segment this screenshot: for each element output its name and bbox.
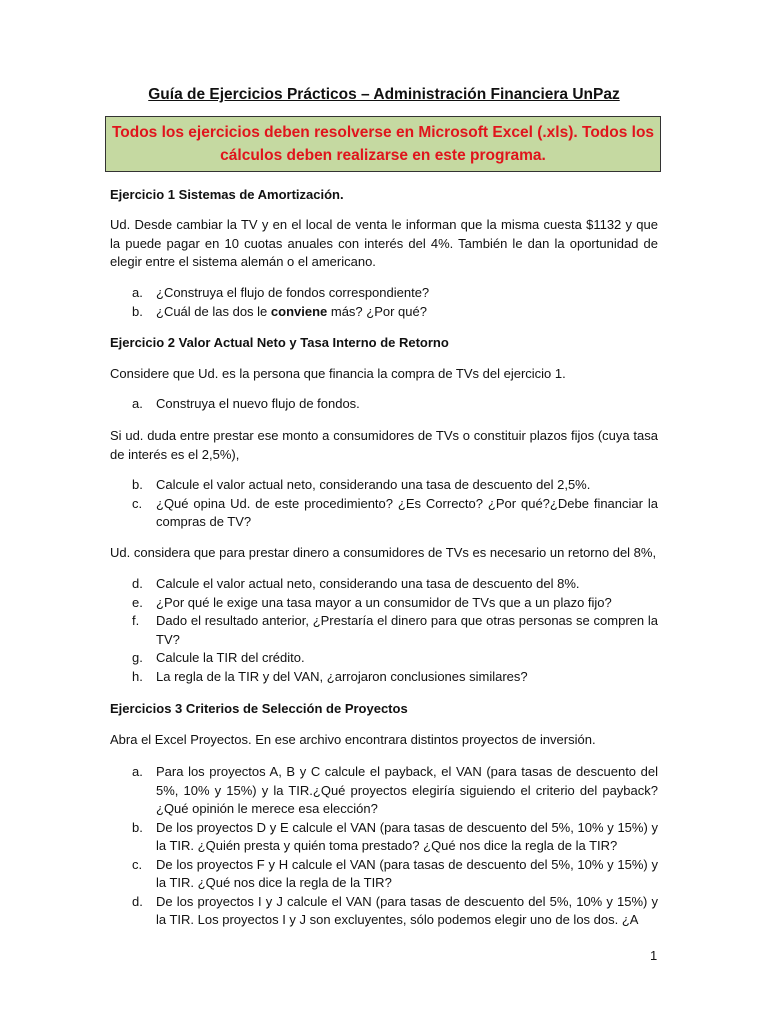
item-text: Para los proyectos A, B y C calcule el payback, el VAN (para tasas de descuento del 5%, 10% y 15%) y la TIR.¿Qué proyectos elegiría siguiendo el criterio del payback? ¿Qué opinión le merece esa elección? bbox=[156, 764, 658, 816]
item-text-bold: conviene bbox=[270, 303, 328, 319]
exercise-1-text: Ud. Desde cambiar la TV y en el local de venta le informan que la misma cuesta $1132 y que la puede pagar en 10 cuotas anuales con interés del 4%. También le dan la oportunidad de elegir entre el sistema alemán o el americano. bbox=[110, 217, 658, 269]
item-text: ¿Construya el flujo de fondos correspondiente? bbox=[156, 285, 430, 300]
item-text: ¿Por qué le exige una tasa mayor a un consumidor de TVs que a un plazo fijo? bbox=[156, 594, 612, 610]
excel-notice-box: Todos los ejercicios deben resolverse en Microsoft Excel (.xls). Todos los cálculos deben realizarse en este programa. bbox=[105, 116, 661, 172]
list-item bbox=[110, 395, 658, 414]
list-item bbox=[110, 594, 658, 613]
list-marker: b. bbox=[132, 477, 143, 492]
page-number: 1 bbox=[650, 948, 658, 963]
exercise-2-intro: Considere que Ud. es la persona que financia la compra de TVs del ejercicio 1. bbox=[110, 366, 566, 381]
list-marker: d. bbox=[132, 576, 143, 591]
exercise-2-list-b bbox=[110, 476, 658, 532]
item-text: Calcule el valor actual neto, considerando una tasa de descuento del 2,5%. bbox=[156, 477, 591, 492]
list-marker: e. bbox=[132, 594, 143, 610]
list-marker: f. bbox=[132, 613, 140, 628]
exercise-2-list-c bbox=[110, 575, 658, 686]
list-item bbox=[110, 668, 658, 687]
item-text: Dado el resultado anterior, ¿Prestaría el dinero para que otras personas se compren la TV? bbox=[156, 613, 658, 647]
item-text: De los proyectos D y E calcule el VAN (para tasas de descuento del 5%, 10% y 15%) y la TIR. ¿Quién presta y quién toma prestado? ¿Qué nos dice la regla de la TIR? bbox=[156, 819, 658, 853]
list-marker: d. bbox=[132, 893, 143, 909]
list-item bbox=[110, 612, 658, 649]
item-text: De los proyectos F y H calcule el VAN (para tasas de descuento del 5%, 10% y 15%) y la TIR. ¿Qué nos dice la regla de la TIR? bbox=[156, 856, 658, 890]
list-item bbox=[110, 575, 658, 594]
page-title: Guía de Ejercicios Prácticos – Administración Financiera UnPaz bbox=[148, 86, 620, 103]
list-marker: a. bbox=[132, 285, 143, 300]
item-text: Calcule el valor actual neto, considerando una tasa de descuento del 8%. bbox=[156, 576, 580, 591]
list-item bbox=[110, 284, 658, 303]
item-text: Calcule la TIR del crédito. bbox=[156, 650, 305, 665]
list-item bbox=[110, 819, 658, 856]
exercise-2-paragraph-2: Ud. considera que para prestar dinero a consumidores de TVs es necesario un retorno del 8%, bbox=[110, 545, 657, 560]
list-item bbox=[110, 476, 658, 495]
exercise-3-list bbox=[110, 763, 658, 930]
list-item bbox=[110, 893, 658, 930]
item-text: De los proyectos I y J calcule el VAN (para tasas de descuento del 5%, 10% y 15%) y la TIR. Los proyectos I y J son excluyentes, sólo podemos elegir uno de los dos. ¿A bbox=[156, 893, 658, 927]
list-item bbox=[110, 649, 658, 668]
exercise-1-list bbox=[110, 284, 658, 321]
list-item bbox=[110, 303, 658, 322]
exercise-2-list-a bbox=[110, 395, 658, 414]
list-item bbox=[110, 856, 658, 893]
list-marker: b. bbox=[132, 819, 143, 835]
list-marker: g. bbox=[132, 650, 143, 665]
list-marker: c. bbox=[132, 856, 143, 872]
item-text-post: más? ¿Por qué? bbox=[327, 303, 427, 319]
exercise-3-intro: Abra el Excel Proyectos. En ese archivo encontrara distintos proyectos de inversión. bbox=[110, 732, 596, 747]
list-marker: a. bbox=[132, 764, 143, 779]
list-item bbox=[110, 495, 658, 532]
item-text: Construya el nuevo flujo de fondos. bbox=[156, 396, 360, 411]
exercise-2-paragraph: Si ud. duda entre prestar ese monto a consumidores de TVs o constituir plazos fijos (cuya tasa de interés es el 2,5%), bbox=[110, 428, 658, 462]
exercise-3-heading: Ejercicios 3 Criterios de Selección de Proyectos bbox=[110, 701, 408, 716]
list-marker: b. bbox=[132, 303, 143, 319]
list-item bbox=[110, 763, 658, 819]
list-marker: a. bbox=[132, 396, 143, 411]
exercise-1-heading: Ejercicio 1 Sistemas de Amortización. bbox=[110, 187, 344, 202]
item-text-pre: ¿Cuál de las dos le bbox=[156, 303, 271, 319]
list-marker: h. bbox=[132, 668, 143, 684]
list-marker: c. bbox=[132, 495, 143, 511]
item-text: ¿Qué opina Ud. de este procedimiento? ¿Es Correcto? ¿Por qué?¿Debe financiar la compras de TV? bbox=[156, 495, 658, 529]
item-text: La regla de la TIR y del VAN, ¿arrojaron conclusiones similares? bbox=[156, 668, 528, 684]
exercise-2-heading: Ejercicio 2 Valor Actual Neto y Tasa Interno de Retorno bbox=[110, 335, 449, 350]
